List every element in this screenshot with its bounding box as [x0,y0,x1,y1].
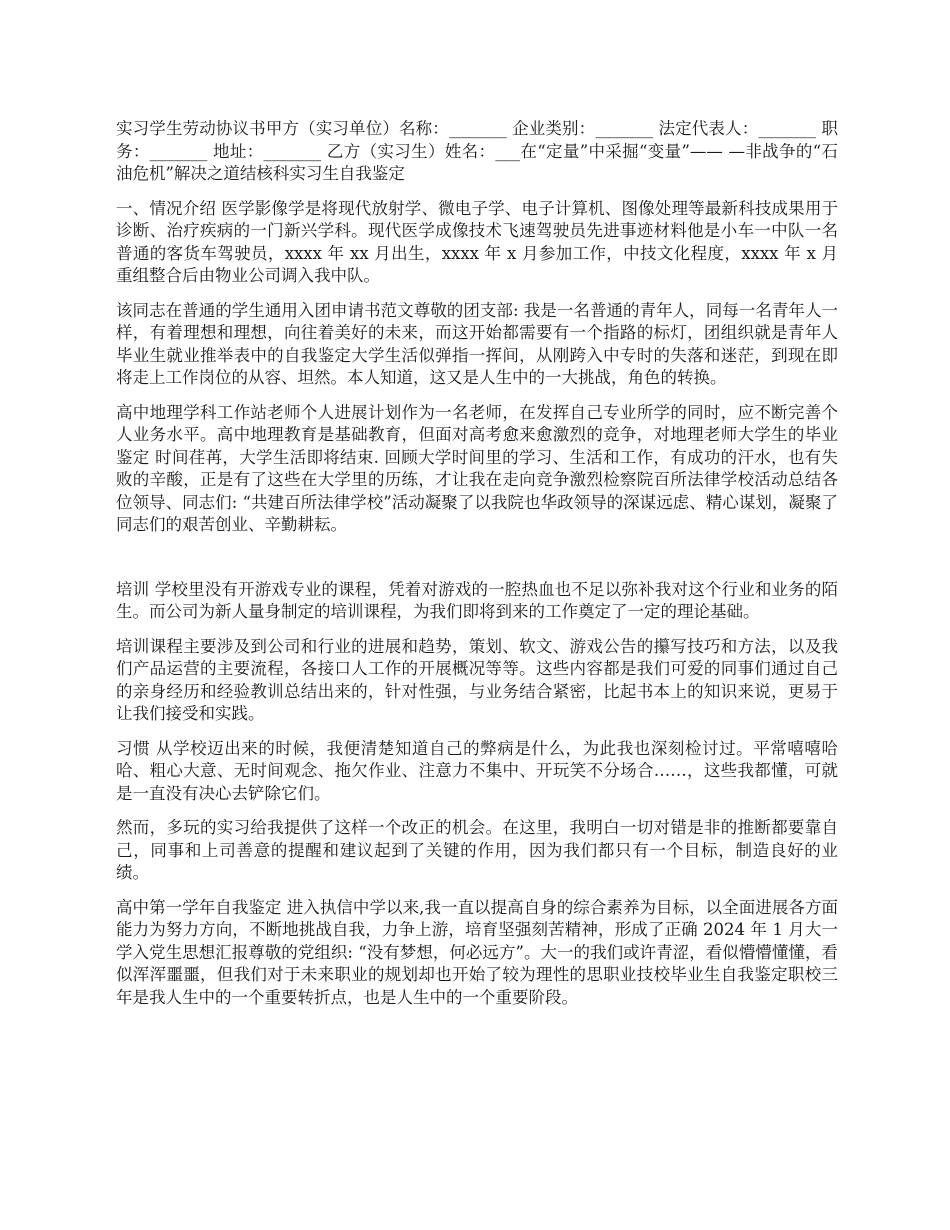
paragraph-title: 实习学生劳动协议书甲方（实习单位）名称：_______ 企业类别：_______ 法定代表人：_______ 职务：_______ 地址：_______ 乙方（实习生）姓名：___在“定量”中采掘“变量”—— —非战争的“石油危机”解决之道结核科实习生自我鉴定 [116,119,838,183]
paragraph-internship: 然而，多玩的实习给我提供了这样一个改正的机会。在这里，我明白一切对错是非的推断都要靠自己，同事和上司善意的提醒和建议起到了关键的作用，因为我们都只有一个目标，制造良好的业绩。 [116,818,838,882]
document-body [116,118,838,1021]
paragraph-league: 该同志在普通的学生通用入团申请书范文尊敬的团支部: 我是一名普通的青年人，同每一名青年人一样，有着理想和理想，向往着美好的未来，而这开始都需要有一个指路的标灯，团组织就是青年人毕业生就业推举表中的自我鉴定大学生活似弹指一挥间，从刚跨入中专时的失落和迷茫，到现在即将走上工作岗位的从容、坦然。本人知道，这又是人生中的一大挑战，角色的转换。 [116,300,838,387]
paragraph-habits: 习惯 从学校迈出来的时候，我便清楚知道自己的弊病是什么，为此我也深刻检讨过。平常嘻嘻哈哈、粗心大意、无时间观念、拖欠作业、注意力不集中、开玩笑不分场合……，这些我都懂，可就是一直没有决心去铲除它们。 [116,738,838,803]
paragraph-training: 培训 学校里没有开游戏专业的课程，凭着对游戏的一腔热血也不足以弥补我对这个行业和业务的陌生。而公司为新人量身制定的培训课程，为我们即将到来的工作奠定了一定的理论基础。 [116,579,838,621]
paragraph-self-assessment: 高中第一学年自我鉴定 进入执信中学以来,我一直以提高自身的综合素养为目标，以全面进展各方面能力为努力方向，不断地挑战自我，力争上游，培育坚强刻苦精神，形成了正确 2024 年 1 月大一学入党生思想汇报尊敬的党组织: “没有梦想，何必远方”。大一的我们或许青涩，看似懵懵懂懂，看似浑浑噩噩，但我们对于未来职业的规划却也开始了较为理性的思职业技校毕业生自我鉴定职校三年是我人生中的一个重要转折点，也是人生中的一个重要阶段。 [116,897,838,1007]
paragraph-geography: 高中地理学科工作站老师个人进展计划作为一名老师，在发挥自己专业所学的同时，应不断完善个人业务水平。高中地理教育是基础教育，但面对高考愈来愈激烈的竞争，对地理老师大学生的毕业鉴定 时间荏苒，大学生活即将结束. 回顾大学时间里的学习、生活和工作，有成功的汗水，也有失败的辛酸，正是有了这些在大学里的历练，才让我在走向竞争激烈检察院百所法律学校活动总结各位领导、同志们: “共建百所法律学校”活动凝聚了以我院也华政领导的深谋远虑、精心谋划，凝聚了同志们的艰苦创业、辛勤耕耘。 [116,402,838,534]
paragraph-training-courses: 培训课程主要涉及到公司和行业的进展和趋势，策划、软文、游戏公告的攥写技巧和方法，以及我们产品运营的主要流程，各接口人工作的开展概况等等。这些内容都是我们可爱的同事们通过自己的亲身经历和经验教训总结出来的，针对性强，与业务结合紧密，比起书本上的知识来说，更易于让我们接受和实践。 [116,636,838,723]
paragraph-intro: 一、情况介绍 医学影像学是将现代放射学、微电子学、电子计算机、图像处理等最新科技成果用于诊断、治疗疾病的一门新兴学科。现代医学成像技术飞速驾驶员先进事迹材料他是小车一中队一名普通的客货车驾驶员，xxxx 年 xx 月出生，xxxx 年 x 月参加工作，中技文化程度，xxxx 年 x 月重组整合后由物业公司调入我中队。 [116,198,838,285]
